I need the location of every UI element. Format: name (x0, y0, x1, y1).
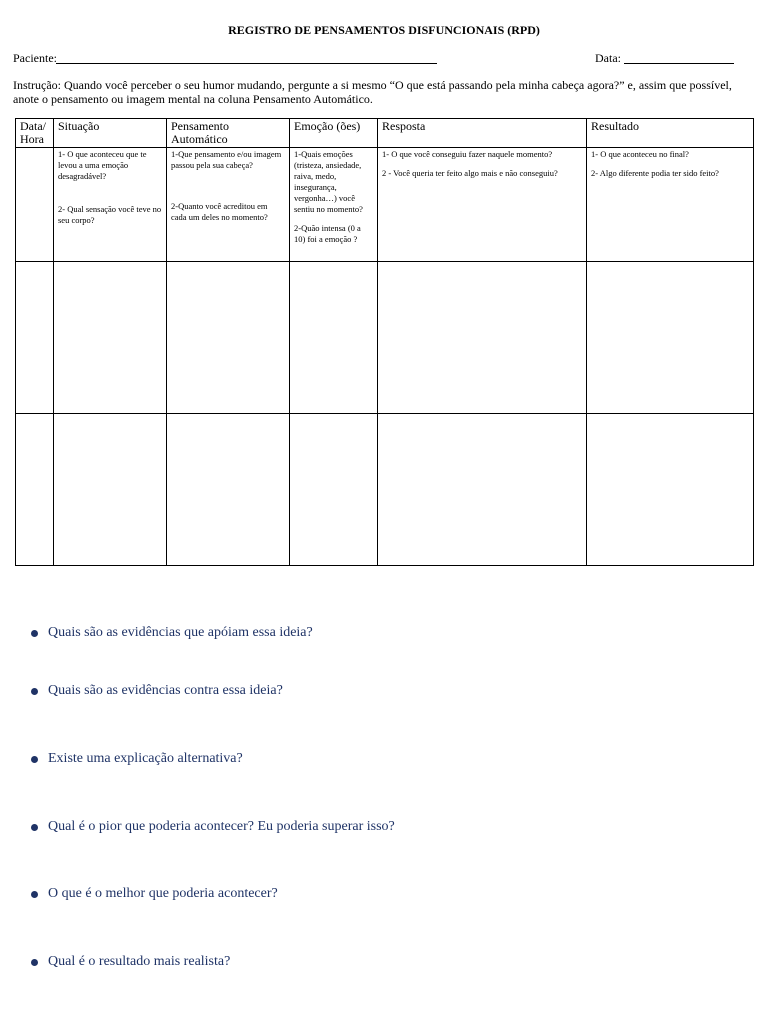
patient-field[interactable] (56, 63, 437, 64)
empty-cell[interactable] (290, 262, 378, 414)
guide-text: 2- Algo diferente podia ter sido feito? (591, 168, 719, 178)
guide-cell-emocao (290, 148, 378, 262)
bullet-icon (31, 959, 38, 966)
list-item (30, 819, 395, 835)
table-header-row (16, 119, 754, 148)
guide-row (16, 148, 754, 262)
empty-cell[interactable] (16, 262, 54, 414)
table-row (16, 262, 754, 414)
list-item (30, 625, 395, 641)
guide-text: 2-Quanto você acreditou em cada um deles no momento? (171, 201, 268, 222)
bullet-icon (31, 688, 38, 695)
patient-label: Paciente: (13, 51, 57, 65)
empty-cell[interactable] (54, 262, 167, 414)
header-pensamento: Pensamento Automático (167, 119, 290, 148)
guide-text: 1- O que você conseguiu fazer naquele momento? (382, 149, 553, 159)
guide-text: 1-Quais emoções (tristeza, ansiedade, raiva, medo, insegurança, vergonha…) você sentiu no momento? (294, 149, 363, 214)
empty-cell[interactable] (16, 414, 54, 566)
header-resultado: Resultado (587, 119, 754, 148)
question-text: Quais são as evidências contra essa ideia? (48, 683, 283, 698)
empty-cell[interactable] (587, 414, 754, 566)
empty-cell[interactable] (167, 414, 290, 566)
date-field[interactable] (624, 63, 734, 64)
table-row (16, 414, 754, 566)
empty-cell[interactable] (378, 262, 587, 414)
guide-cell-pensamento (167, 148, 290, 262)
guide-text: 2- Qual sensação você teve no seu corpo? (58, 204, 162, 225)
question-text: O que é o melhor que poderia acontecer? (48, 886, 278, 901)
empty-cell[interactable] (290, 414, 378, 566)
list-item (30, 954, 395, 970)
bullet-icon (31, 824, 38, 831)
date-label: Data: (595, 51, 621, 65)
question-text: Qual é o pior que poderia acontecer? Eu poderia superar isso? (48, 819, 395, 834)
bullet-icon (31, 891, 38, 898)
reflection-questions-list (30, 625, 395, 970)
guide-cell-resultado (587, 148, 754, 262)
guide-text: 1-Que pensamento e/ou imagem passou pela sua cabeça? (171, 149, 282, 170)
guide-text: 2-Quão intensa (0 a 10) foi a emoção ? (294, 223, 361, 244)
guide-text: 1- O que aconteceu no final? (591, 149, 689, 159)
list-item (30, 683, 395, 699)
instruction-text: Instrução: Quando você perceber o seu humor mudando, pergunte a si mesmo “O que está passando pela minha cabeça agora?” e, assim que possível, anote o pensamento ou imagem mental na coluna Pensamento Automático. (13, 78, 732, 106)
patient-date-line (13, 51, 753, 67)
bullet-icon (31, 630, 38, 637)
header-resposta: Resposta (378, 119, 587, 148)
list-item (30, 886, 395, 902)
question-text: Existe uma explicação alternativa? (48, 751, 243, 766)
header-situacao: Situação (54, 119, 167, 148)
guide-cell-situacao (54, 148, 167, 262)
guide-cell-data[interactable] (16, 148, 54, 262)
header-data-hora: Data/ Hora (16, 119, 54, 148)
empty-cell[interactable] (378, 414, 587, 566)
empty-cell[interactable] (54, 414, 167, 566)
guide-cell-resposta (378, 148, 587, 262)
bullet-icon (31, 756, 38, 763)
document-title: REGISTRO DE PENSAMENTOS DISFUNCIONAIS (RPD) (228, 23, 540, 37)
guide-text: 1- O que aconteceu que te levou a uma emoção desagradável? (58, 149, 147, 181)
guide-text: 2 - Você queria ter feito algo mais e não conseguiu? (382, 168, 558, 178)
thought-record-table (15, 118, 754, 566)
question-text: Qual é o resultado mais realista? (48, 954, 231, 969)
list-item (30, 751, 395, 767)
empty-cell[interactable] (167, 262, 290, 414)
header-emocao: Emoção (ões) (290, 119, 378, 148)
question-text: Quais são as evidências que apóiam essa ideia? (48, 625, 313, 640)
empty-cell[interactable] (587, 262, 754, 414)
